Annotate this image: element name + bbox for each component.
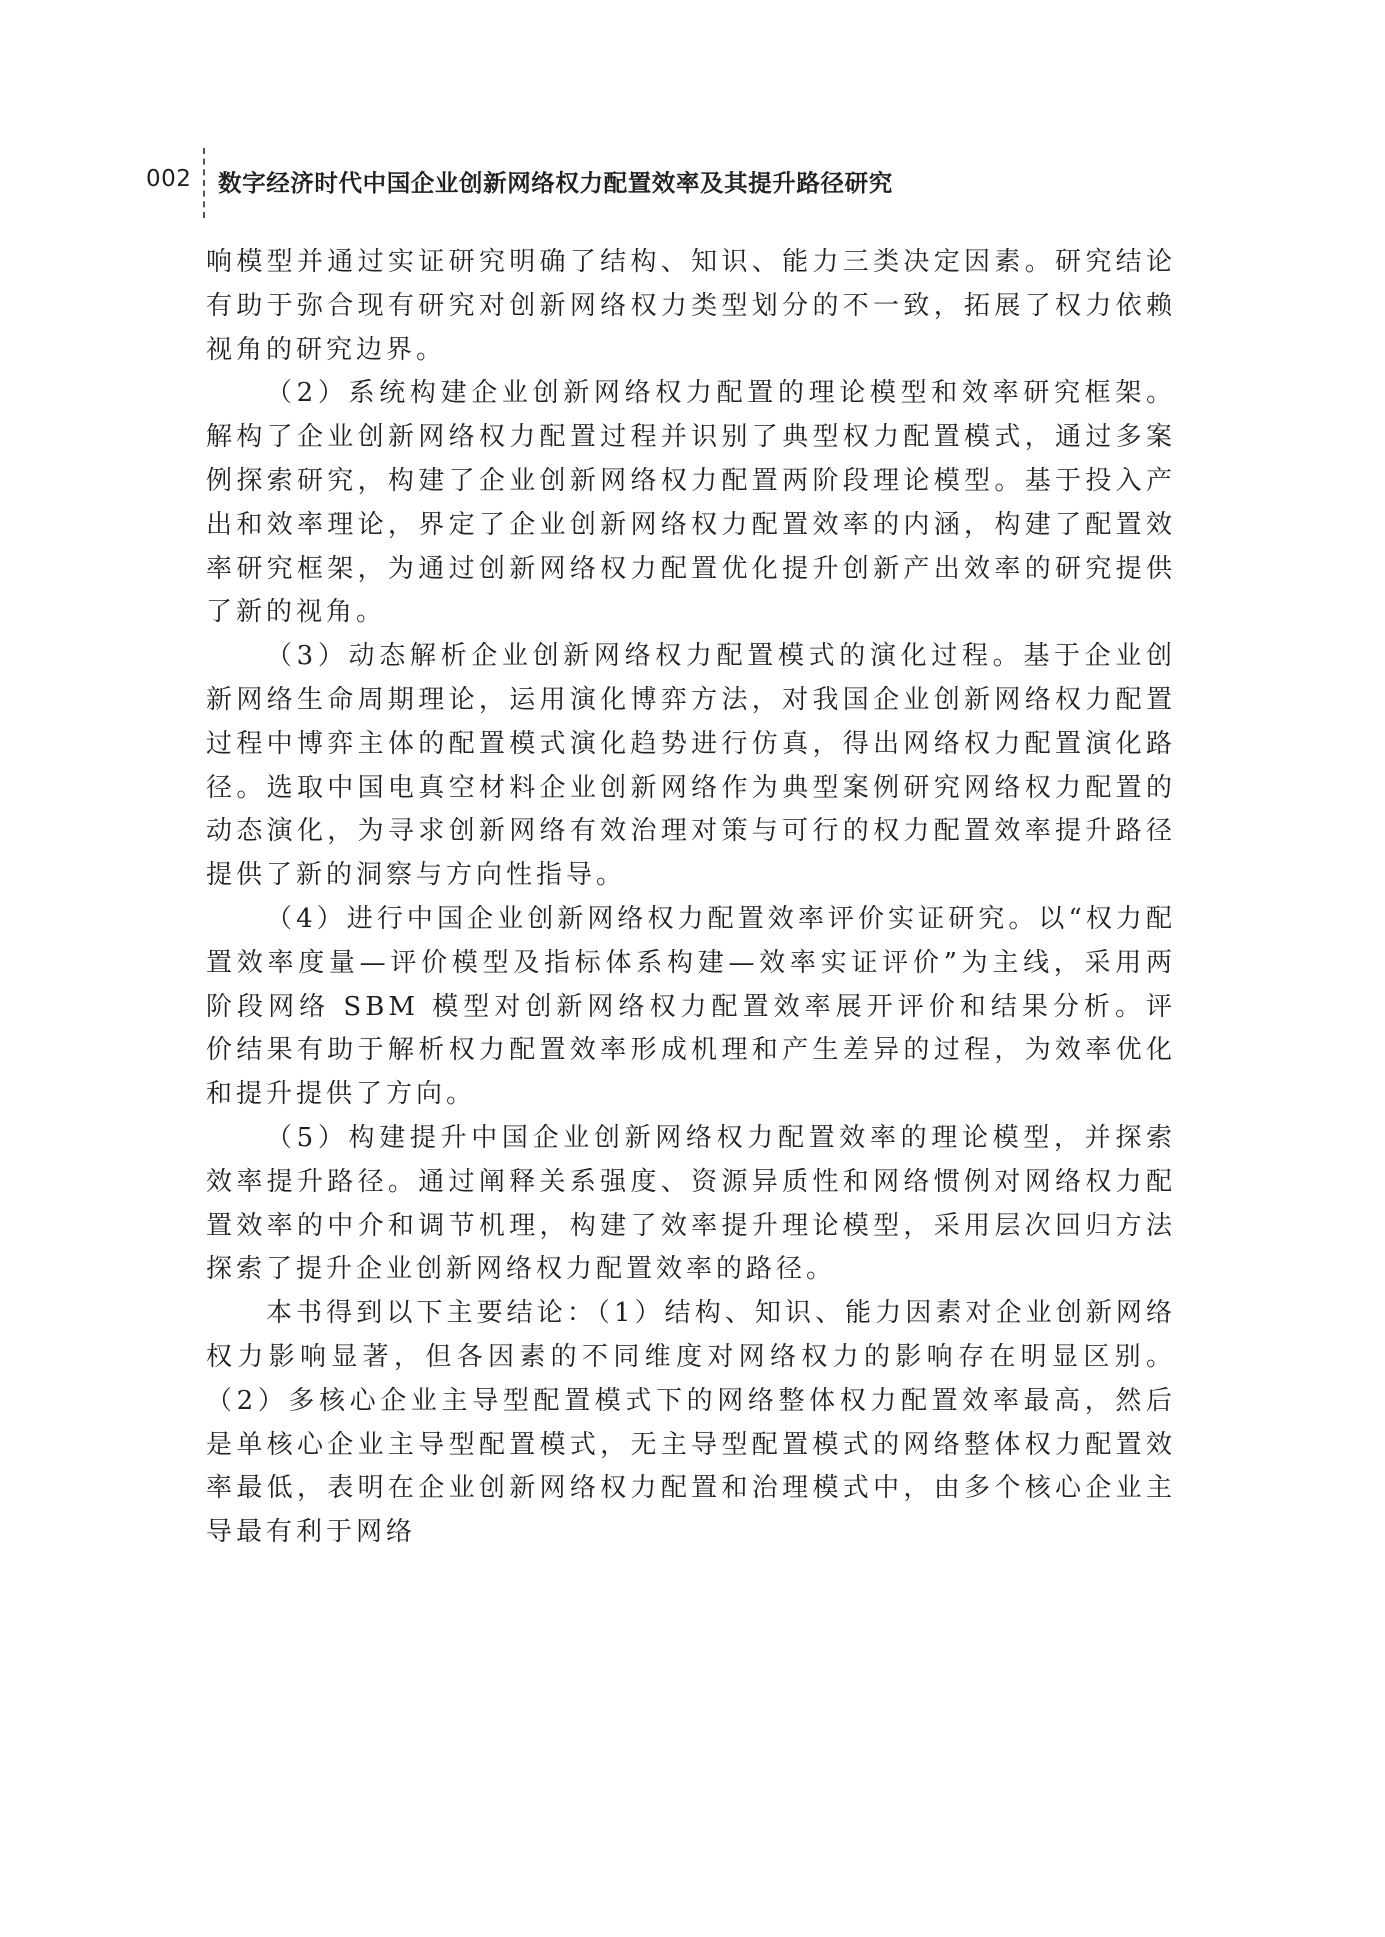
header-divider — [203, 148, 205, 218]
paragraph-point-3: （3）动态解析企业创新网络权力配置模式的演化过程。基于企业创新网络生命周期理论，运用演化博弈方法，对我国企业创新网络权力配置过程中博弈主体的配置模式演化趋势进行仿真，得出网络权力配置演化路径。选取中国电真空材料企业创新网络作为典型案例研究网络权力配置的动态演化，为寻求创新网络有效治理对策与可行的权力配置效率提升路径提供了新的洞察与方向性指导。 — [206, 641, 1176, 891]
paragraph-point-2: （2）系统构建企业创新网络权力配置的理论模型和效率研究框架。解构了企业创新网络权力配置过程并识别了典型权力配置模式，通过多案例探索研究，构建了企业创新网络权力配置两阶段理论模型。基于投入产出和效率理论，界定了企业创新网络权力配置效率的内涵，构建了配置效率研究框架，为通过创新网络权力配置优化提升创新产出效率的研究提供了新的视角。 — [206, 378, 1176, 628]
paragraph-continuation: 响模型并通过实证研究明确了结构、知识、能力三类决定因素。研究结论有助于弥合现有研究对创新网络权力类型划分的不一致，拓展了权力依赖视角的研究边界。 — [206, 247, 1176, 365]
paragraph-conclusions: 本书得到以下主要结论：（1）结构、知识、能力因素对企业创新网络权力影响显著，但各因素的不同维度对网络权力的影响存在明显区别。（2）多核心企业主导型配置模式下的网络整体权力配置效率最高，然后是单核心企业主导型配置模式，无主导型配置模式的网络整体权力配置效率最低，表明在企业创新网络权力配置和治理模式中，由多个核心企业主导最有利于网络 — [206, 1298, 1176, 1548]
body-text — [206, 241, 1176, 1555]
page-number: 002 — [146, 166, 192, 192]
running-title: 数字经济时代中国企业创新网络权力配置效率及其提升路径研究 — [218, 169, 893, 197]
page-header — [0, 162, 1385, 202]
paragraph-point-4: （4）进行中国企业创新网络权力配置效率评价实证研究。以“权力配置效率度量—评价模型及指标体系构建—效率实证评价”为主线，采用两阶段网络 SBM 模型对创新网络权力配置效率展开评价和结果分析。评价结果有助于解析权力配置效率形成机理和产生差异的过程，为效率优化和提升提供了方向。 — [206, 903, 1176, 1110]
paragraph-point-5: （5）构建提升中国企业创新网络权力配置效率的理论模型，并探索效率提升路径。通过阐释关系强度、资源异质性和网络惯例对网络权力配置效率的中介和调节机理，构建了效率提升理论模型，采用层次回归方法探索了提升企业创新网络权力配置效率的路径。 — [206, 1122, 1176, 1285]
